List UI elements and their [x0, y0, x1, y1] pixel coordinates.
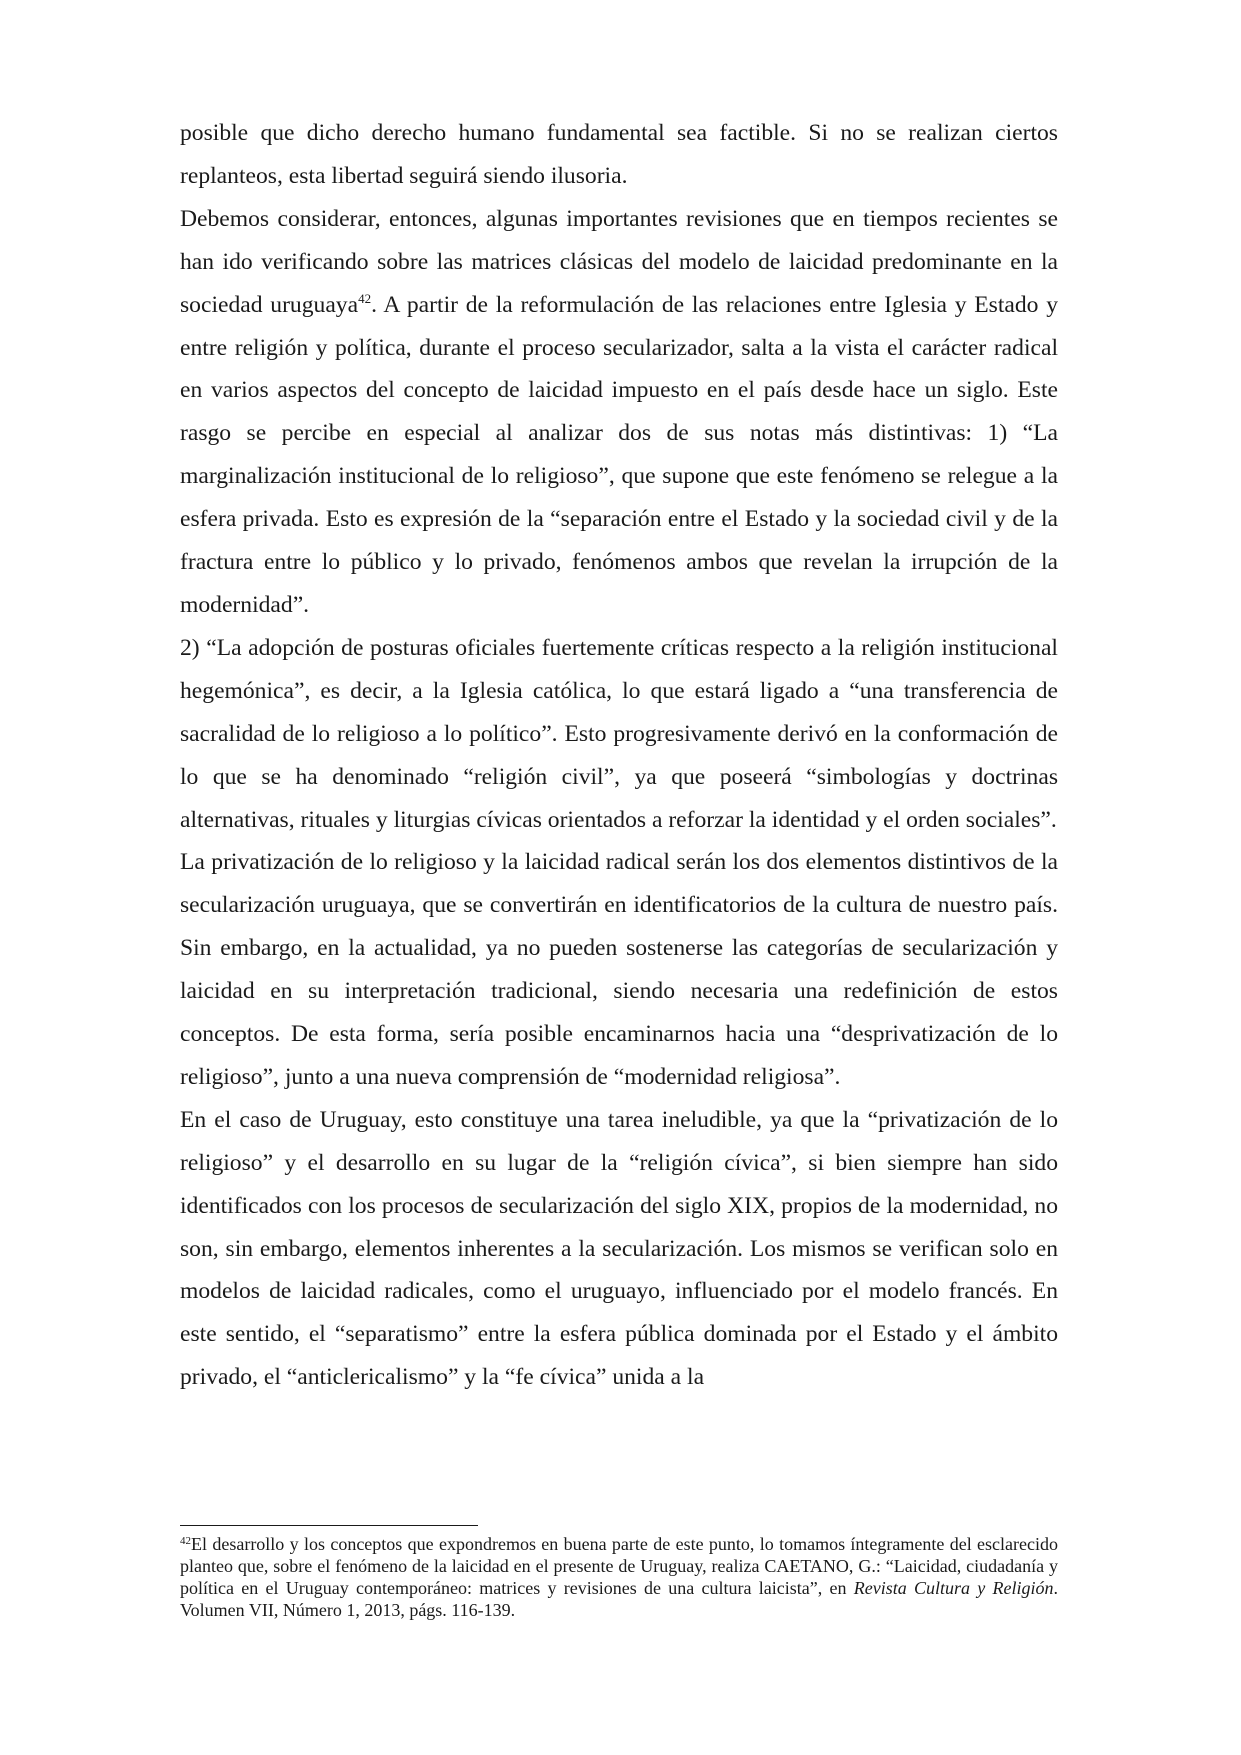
body-text: [180, 112, 1058, 1399]
footnote-separator: [180, 1525, 478, 1526]
footnote-text-b: . Volumen VII, Número 1, 2013, págs. 116-139.: [180, 1578, 1058, 1620]
paragraph-5: En el caso de Uruguay, esto constituye una tarea ineludible, ya que la “privatización de lo religioso” y el desarrollo en su lugar de la “religión cívica”, si bien siempre han sido identificados con los procesos de secularización del siglo XIX, propios de la modernidad, no son, sin embargo, elementos inherentes a la secularización. Los mismos se verifican solo en modelos de laicidad radicales, como el uruguayo, influenciado por el modelo francés. En este sentido, el “separatismo” entre la esfera pública dominada por el Estado y el ámbito privado, el “anticlericalismo” y la “fe cívica” unida a la: [180, 1106, 1058, 1391]
paragraph-3: 2) “La adopción de posturas oficiales fuertemente críticas respecto a la religión institucional hegemónica”, es decir, a la Iglesia católica, lo que estará ligado a “una transferencia de sacralidad de lo religioso a lo político”. Esto progresivamente derivó en la conformación de lo que se ha denominado “religión civil”, ya que poseerá “simbologías y doctrinas alternativas, rituales y liturgias cívicas orientados a reforzar la identidad y el orden sociales”.: [180, 634, 1058, 833]
footnote-journal-title: Revista Cultura y Religión: [853, 1578, 1054, 1598]
footnote-number: 42: [180, 1535, 191, 1547]
paragraph-4: La privatización de lo religioso y la laicidad radical serán los dos elementos distintivos de la secularización uruguaya, que se convertirán en identificatorios de la cultura de nuestro país. Sin embargo, en la actualidad, ya no pueden sostenerse las categorías de secularización y laicidad en su interpretación tradicional, siendo necesaria una redefinición de estos conceptos. De esta forma, sería posible encaminarnos hacia una “desprivatización de lo religioso”, junto a una nueva comprensión de “modernidad religiosa”.: [180, 849, 1058, 1090]
paragraph-2-text-a: Debemos considerar, entonces, algunas importantes revisiones que en tiempos recientes se han ido verificando sobre las matrices clásicas del modelo de laicidad predominante en la sociedad uruguaya: [180, 205, 1058, 318]
footnote: [180, 1533, 1058, 1621]
paragraph-1: posible que dicho derecho humano fundamental sea factible. Si no se realizan ciertos replanteos, esta libertad seguirá siendo ilusoria.: [180, 120, 1058, 189]
footnote-text-a: El desarrollo y los conceptos que expondremos en buena parte de este punto, lo tomamos íntegramente del esclarecido planteo que, sobre el fenómeno de la laicidad en el presente de Uruguay, realiza CAETANO, G.: “Laicidad, ciudadanía y política en el Uruguay contemporáneo: matrices y revisiones de una cultura laicista”, en: [180, 1534, 1058, 1598]
paragraph-2: [180, 198, 1058, 627]
paragraph-2-text-b: . A partir de la reformulación de las relaciones entre Iglesia y Estado y entre religión y política, durante el proceso secularizador, salta a la vista el carácter radical en varios aspectos del concepto de laicidad impuesto en el país desde hace un siglo. Este rasgo se percibe en especial al analizar dos de sus notas más distintivas: 1) “La marginalización institucional de lo religioso”, que supone que este fenómeno se relegue a la esfera privada. Esto es expresión de la “separación entre el Estado y la sociedad civil y de la fractura entre lo público y lo privado, fenómenos ambos que revelan la irrupción de la modernidad”.: [180, 291, 1059, 618]
footnote-42: [180, 1533, 1058, 1621]
footnote-reference: 42: [358, 290, 372, 306]
